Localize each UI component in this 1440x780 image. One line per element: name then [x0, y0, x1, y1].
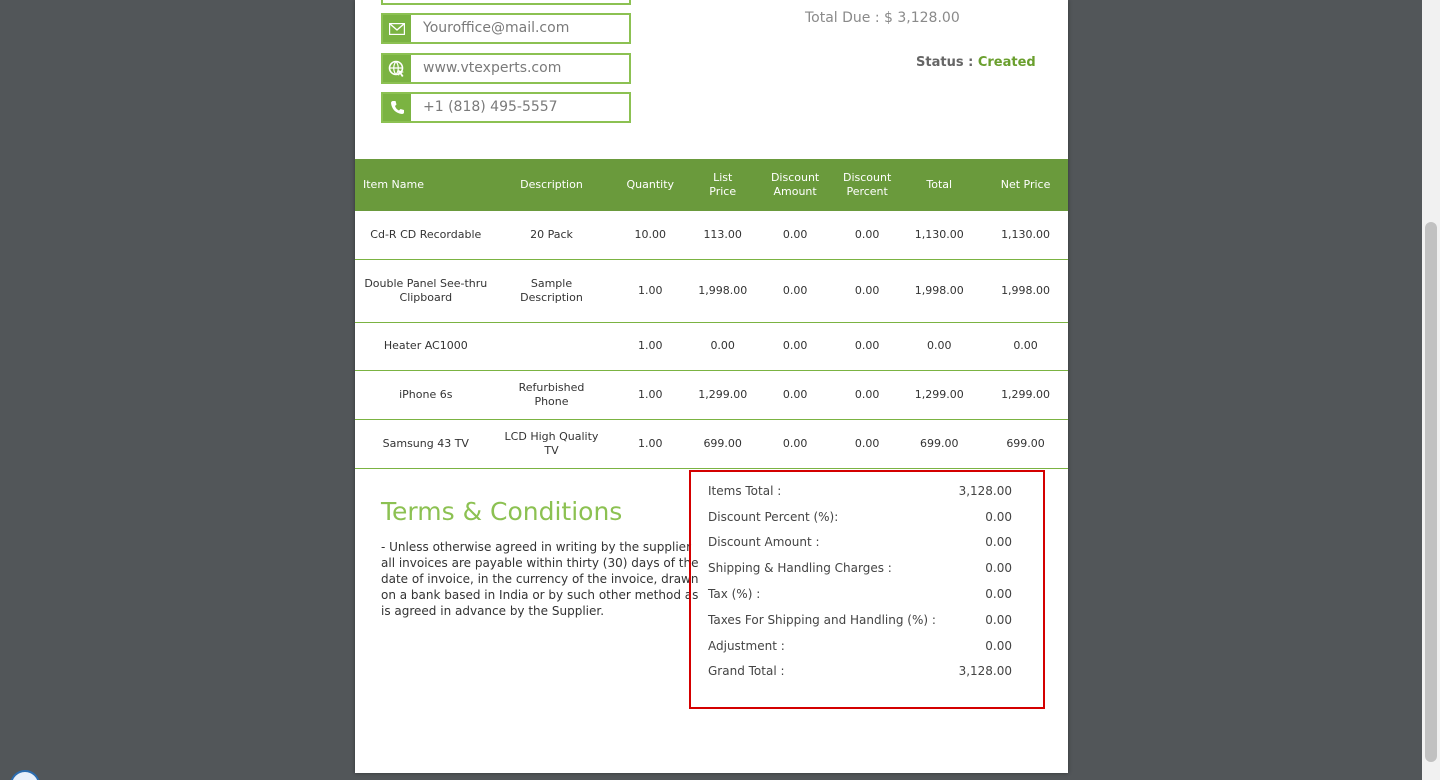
cell-quantity: 1.00: [606, 419, 694, 468]
cell-total: 1,299.00: [895, 370, 983, 419]
cell-quantity: 1.00: [606, 370, 694, 419]
cell-list-price: 699.00: [694, 419, 751, 468]
summary-label: Items Total :: [708, 484, 782, 498]
col-quantity: Quantity: [606, 159, 694, 211]
cell-description: 20 Pack: [497, 211, 607, 259]
summary-value: 0.00: [985, 561, 1012, 575]
cell-total: 699.00: [895, 419, 983, 468]
cell-discount-percent: 0.00: [839, 211, 895, 259]
cell-discount-percent: 0.00: [839, 322, 895, 370]
cell-total: 1,130.00: [895, 211, 983, 259]
cell-net-price: 0.00: [983, 322, 1068, 370]
cell-description: Sample Description: [497, 259, 607, 322]
cell-list-price: 1,998.00: [694, 259, 751, 322]
status-badge: [916, 55, 1036, 70]
summary-value: 0.00: [985, 613, 1012, 627]
table-header-row: [355, 159, 1068, 211]
floating-action-button[interactable]: [10, 770, 40, 780]
table-row: [355, 211, 1068, 259]
table-row: [355, 322, 1068, 370]
cell-discount-percent: 0.00: [839, 259, 895, 322]
summary-value: 3,128.00: [958, 664, 1012, 678]
cell-description: [497, 322, 607, 370]
email-row: [381, 13, 631, 44]
cell-quantity: 10.00: [606, 211, 694, 259]
col-discount-amount: Discount Amount: [751, 159, 839, 211]
cell-net-price: 699.00: [983, 419, 1068, 468]
cell-total: 0.00: [895, 322, 983, 370]
table-row: [355, 259, 1068, 322]
cell-discount-amount: 0.00: [751, 259, 839, 322]
col-description: Description: [497, 159, 607, 211]
cell-description: LCD High Quality TV: [497, 419, 607, 468]
col-total: Total: [895, 159, 983, 211]
envelope-icon: [383, 15, 411, 42]
summary-label: Adjustment :: [708, 639, 785, 653]
summary-value: 0.00: [985, 587, 1012, 601]
cell-list-price: 113.00: [694, 211, 751, 259]
cell-item-name: Samsung 43 TV: [355, 419, 497, 468]
cell-quantity: 1.00: [606, 322, 694, 370]
cell-quantity: 1.00: [606, 259, 694, 322]
cell-discount-amount: 0.00: [751, 419, 839, 468]
col-list-price: List Price: [694, 159, 751, 211]
cell-discount-percent: 0.00: [839, 419, 895, 468]
status-label: Status :: [916, 55, 974, 70]
col-discount-percent: Discount Percent: [839, 159, 895, 211]
terms-body: - Unless otherwise agreed in writing by the supplier all invoices are payable within thirty (30) days of the date of invoice, in the currency of the invoice, drawn on a bank based in India or by such other method as is agreed in advance by the Supplier.: [381, 540, 699, 618]
table-row: [355, 419, 1068, 468]
summary-value: 0.00: [985, 510, 1012, 524]
cell-total: 1,998.00: [895, 259, 983, 322]
cell-discount-amount: 0.00: [751, 322, 839, 370]
invoice-page: [355, 0, 1068, 773]
summary-label: Discount Percent (%):: [708, 510, 839, 524]
phone-icon: [383, 94, 411, 121]
status-value: Created: [977, 55, 1036, 70]
cell-item-name: Cd-R CD Recordable: [355, 211, 497, 259]
line-items-table: [355, 159, 1068, 469]
summary-label: Shipping & Handling Charges :: [708, 561, 892, 575]
website-row: [381, 53, 631, 84]
cell-item-name: iPhone 6s: [355, 370, 497, 419]
summary-value: 0.00: [985, 639, 1012, 653]
summary-label: Tax (%) :: [708, 587, 761, 601]
cell-description: Refurbished Phone: [497, 370, 607, 419]
phone-row: [381, 92, 631, 123]
table-row: [355, 370, 1068, 419]
totals-summary: [689, 470, 1045, 709]
cell-net-price: 1,130.00: [983, 211, 1068, 259]
cell-list-price: 1,299.00: [694, 370, 751, 419]
website-text: www.vtexperts.com: [423, 60, 562, 76]
col-net-price: Net Price: [983, 159, 1068, 211]
summary-label: Grand Total :: [708, 664, 785, 678]
cell-item-name: Heater AC1000: [355, 322, 497, 370]
cell-net-price: 1,998.00: [983, 259, 1068, 322]
vertical-scrollbar[interactable]: [1422, 0, 1440, 780]
email-text: Youroffice@mail.com: [423, 20, 570, 36]
terms-title: Terms & Conditions: [381, 497, 623, 526]
cell-discount-amount: 0.00: [751, 211, 839, 259]
cell-net-price: 1,299.00: [983, 370, 1068, 419]
globe-cursor-icon: [383, 55, 411, 82]
summary-label: Discount Amount :: [708, 535, 820, 549]
summary-label: Taxes For Shipping and Handling (%) :: [708, 613, 936, 627]
total-due: Total Due : $ 3,128.00: [805, 10, 960, 26]
summary-value: 3,128.00: [958, 484, 1012, 498]
phone-text: +1 (818) 495-5557: [423, 99, 558, 115]
scrollbar-thumb[interactable]: [1425, 222, 1437, 762]
col-item-name: Item Name: [355, 159, 497, 211]
summary-value: 0.00: [985, 535, 1012, 549]
cell-list-price: 0.00: [694, 322, 751, 370]
cell-item-name: Double Panel See-thru Clipboard: [355, 259, 497, 322]
contact-row-partial: [381, 0, 631, 5]
cell-discount-percent: 0.00: [839, 370, 895, 419]
cell-discount-amount: 0.00: [751, 370, 839, 419]
